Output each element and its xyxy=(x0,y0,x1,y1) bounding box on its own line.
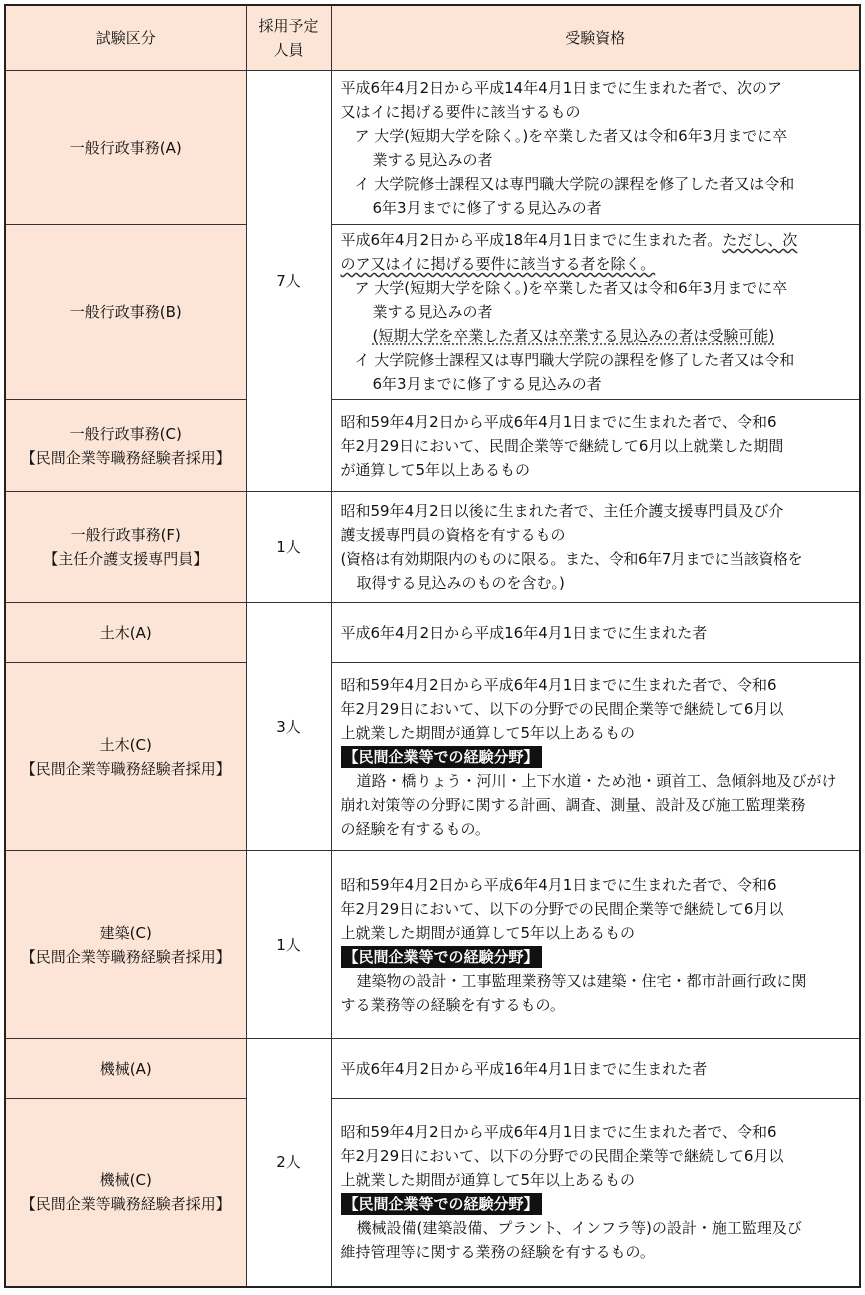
eligibility-line xyxy=(341,324,854,348)
experience-field-tag: 【民間企業等での経験分野】 xyxy=(341,1193,542,1215)
eligibility-line: 業する見込みの者 xyxy=(372,150,493,169)
category-subname: 【民間企業等職務経験者採用】 xyxy=(20,448,231,467)
header-planned-hires-line1: 採用予定 xyxy=(258,17,319,35)
category-name: 土木(C) xyxy=(99,735,152,754)
category-subname: 【民間企業等職務経験者採用】 xyxy=(20,1195,231,1214)
category-subname: 【主任介護支援専門員】 xyxy=(43,550,209,568)
eligibility-line: 上就業した期間が通算して5年以上あるもの xyxy=(340,1171,636,1190)
eligibility-cell xyxy=(331,71,860,225)
eligibility-line xyxy=(341,1192,854,1216)
eligibility-line xyxy=(341,252,854,276)
eligibility-line: 取得する見込みのものを含む。) xyxy=(356,574,565,592)
eligibility-cell xyxy=(331,225,860,400)
eligibility-cell xyxy=(331,603,860,663)
table-row xyxy=(5,492,860,603)
eligibility-line: の経験を有するもの。 xyxy=(340,819,490,838)
eligibility-line: 平成6年4月2日から平成16年4月1日までに生まれた者 xyxy=(340,1059,708,1078)
eligibility-text: 平成6年4月2日から平成18年4月1日までに生まれた者。 xyxy=(340,231,723,249)
eligibility-line: 昭和59年4月2日から平成6年4月1日までに生まれた者で、令和6 xyxy=(340,412,777,431)
eligibility-line: 昭和59年4月2日から平成6年4月1日までに生まれた者で、令和6 xyxy=(340,875,777,894)
eligibility-cell xyxy=(331,400,860,492)
experience-field-tag: 【民間企業等での経験分野】 xyxy=(341,946,542,968)
category-cell: 機械(A) xyxy=(5,1039,246,1099)
planned-count-cell: 7人 xyxy=(246,71,331,492)
exclusion-note: のア又はイに掲げる要件に該当する者を除く。 xyxy=(340,255,656,273)
eligibility-line: 6年3月までに修了する見込みの者 xyxy=(372,198,602,217)
category-cell: 土木(A) xyxy=(5,603,246,663)
eligibility-line: が通算して5年以上あるもの xyxy=(340,460,531,479)
planned-count-cell: 2人 xyxy=(246,1039,331,1287)
eligibility-line: 年2月29日において、民間企業等で継続して6月以上就業した期間 xyxy=(340,436,784,455)
table-row xyxy=(5,400,860,492)
category-name: 一般行政事務(C) xyxy=(69,424,182,443)
eligibility-line: ア 大学(短期大学を除く。)を卒業した者又は令和6年3月までに卒 xyxy=(354,126,788,145)
eligibility-line: 維持管理等に関する業務の経験を有するもの。 xyxy=(340,1243,655,1262)
eligibility-line: 又はイに掲げる要件に該当するもの xyxy=(340,102,581,121)
planned-count-cell: 1人 xyxy=(246,851,331,1039)
eligibility-line: 昭和59年4月2日から平成6年4月1日までに生まれた者で、令和6 xyxy=(340,675,777,694)
table-row xyxy=(5,663,860,851)
eligibility-cell xyxy=(331,1039,860,1099)
category-cell: 一般行政事務(B) xyxy=(5,225,246,400)
table-row xyxy=(5,1039,860,1099)
eligibility-cell xyxy=(331,663,860,851)
category-subname: 【民間企業等職務経験者採用】 xyxy=(20,947,231,966)
exclusion-note: ただし、次 xyxy=(722,231,798,249)
category-subname: 【民間企業等職務経験者採用】 xyxy=(20,759,231,778)
eligibility-line: 業する見込みの者 xyxy=(372,303,493,321)
eligibility-line: 機械設備(建築設備、プラント、インフラ等)の設計・施工監理及び xyxy=(356,1219,802,1238)
category-cell: 一般行政事務(A) xyxy=(5,71,246,225)
eligibility-line: 年2月29日において、以下の分野での民間企業等で継続して6月以 xyxy=(340,899,784,918)
eligibility-line: 上就業した期間が通算して5年以上あるもの xyxy=(340,723,636,742)
header-eligibility: 受験資格 xyxy=(331,5,860,71)
category-name: 建築(C) xyxy=(99,923,152,942)
eligibility-cell xyxy=(331,851,860,1039)
table-row xyxy=(5,851,860,1039)
eligibility-line: 平成6年4月2日から平成16年4月1日までに生まれた者 xyxy=(340,623,708,642)
header-exam-category: 試験区分 xyxy=(5,5,246,71)
category-name: 一般行政事務(F) xyxy=(70,526,181,544)
experience-field-tag: 【民間企業等での経験分野】 xyxy=(341,746,542,768)
eligibility-line: 6年3月までに修了する見込みの者 xyxy=(372,375,602,393)
eligibility-line: する業務等の経験を有するもの。 xyxy=(340,995,565,1014)
header-planned-hires xyxy=(246,5,331,71)
eligibility-cell xyxy=(331,1099,860,1287)
junior-college-note: (短期大学を卒業した者又は卒業する見込みの者は受験可能) xyxy=(372,327,775,345)
category-cell xyxy=(5,663,246,851)
eligibility-table xyxy=(4,4,861,1288)
eligibility-line: 上就業した期間が通算して5年以上あるもの xyxy=(340,923,636,942)
eligibility-line: 護支援専門員の資格を有するもの xyxy=(340,526,566,544)
eligibility-line: 昭和59年4月2日から平成6年4月1日までに生まれた者で、令和6 xyxy=(340,1123,777,1142)
eligibility-line: イ 大学院修士課程又は専門職大学院の課程を修了した者又は令和 xyxy=(354,351,795,369)
eligibility-line: 道路・橋りょう・河川・上下水道・ため池・頭首工、急傾斜地及びがけ xyxy=(356,771,837,790)
table-row xyxy=(5,1099,860,1287)
eligibility-line xyxy=(341,945,854,969)
eligibility-line: 昭和59年4月2日以後に生まれた者で、主任介護支援専門員及び介 xyxy=(340,502,784,520)
header-row xyxy=(5,5,860,71)
category-cell xyxy=(5,851,246,1039)
table-row xyxy=(5,71,860,225)
category-cell xyxy=(5,400,246,492)
eligibility-line: 平成6年4月2日から平成14年4月1日までに生まれた者で、次のア xyxy=(340,78,783,97)
eligibility-cell xyxy=(331,492,860,603)
eligibility-line: ア 大学(短期大学を除く。)を卒業した者又は令和6年3月までに卒 xyxy=(354,279,788,297)
category-name: 機械(C) xyxy=(99,1171,152,1190)
eligibility-line: 年2月29日において、以下の分野での民間企業等で継続して6月以 xyxy=(340,1147,784,1166)
eligibility-line: イ 大学院修士課程又は専門職大学院の課程を修了した者又は令和 xyxy=(354,174,795,193)
planned-count-cell: 3人 xyxy=(246,603,331,851)
eligibility-line: 崩れ対策等の分野に関する計画、調査、測量、設計及び施工監理業務 xyxy=(340,795,806,814)
planned-count-cell: 1人 xyxy=(246,492,331,603)
eligibility-line xyxy=(341,228,854,252)
table-row xyxy=(5,603,860,663)
eligibility-line xyxy=(341,745,854,769)
eligibility-line: 建築物の設計・工事監理業務等又は建築・住宅・都市計画行政に関 xyxy=(356,971,807,990)
header-planned-hires-line2: 人員 xyxy=(273,41,304,59)
category-cell xyxy=(5,1099,246,1287)
category-cell xyxy=(5,492,246,603)
table-row xyxy=(5,225,860,400)
eligibility-line: 年2月29日において、以下の分野での民間企業等で継続して6月以 xyxy=(340,699,784,718)
eligibility-line: (資格は有効期限内のものに限る。また、令和6年7月までに当該資格を xyxy=(340,550,803,568)
